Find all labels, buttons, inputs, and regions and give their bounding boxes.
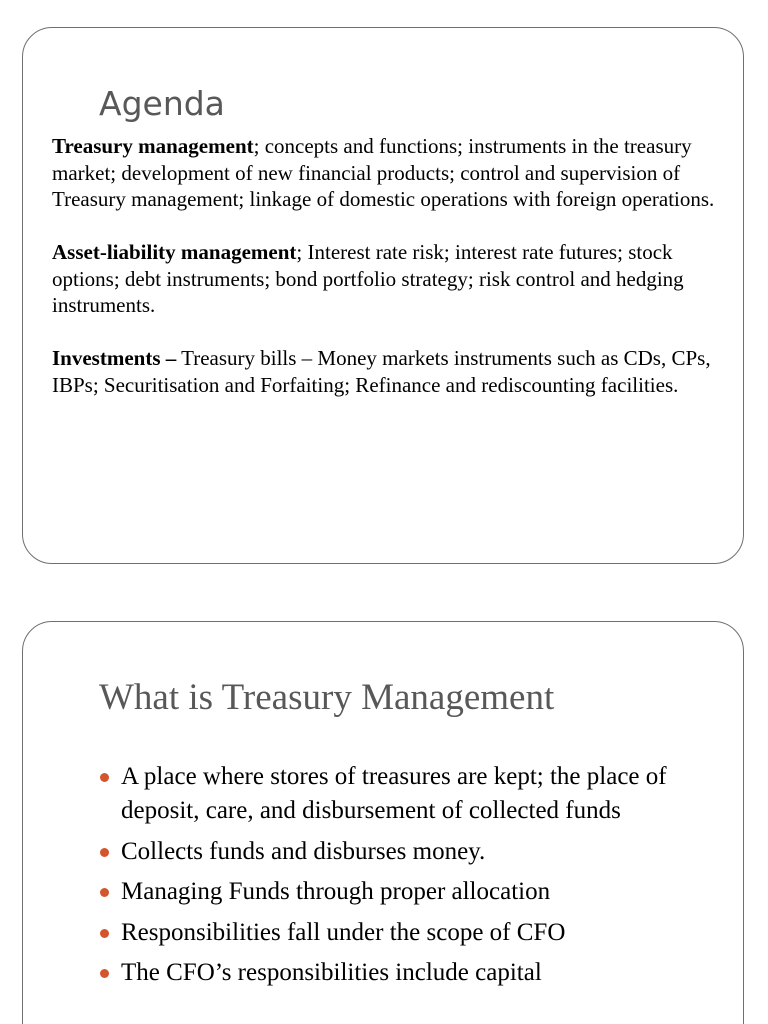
list-item-text: A place where stores of treasures are kept; the place of deposit, care, and disbursement of collected funds <box>121 763 667 824</box>
bullet-dot-icon <box>100 848 109 857</box>
agenda-title: Agenda <box>99 84 225 123</box>
agenda-slide <box>22 27 744 564</box>
treasury-slide <box>22 621 744 1024</box>
agenda-heading-investments: Investments – <box>52 346 177 370</box>
list-item-text: Responsibilities fall under the scope of CFO <box>121 918 566 946</box>
agenda-paragraph-investments <box>52 345 732 398</box>
list-item <box>99 760 699 828</box>
treasury-bullet-list <box>99 760 699 997</box>
bullet-dot-icon <box>100 929 109 938</box>
list-item <box>99 916 699 950</box>
list-item-text: The CFO’s responsibilities include capital <box>121 959 542 986</box>
bullet-dot-icon <box>100 773 109 782</box>
list-item-text: Managing Funds through proper allocation <box>121 878 551 905</box>
agenda-paragraph-treasury <box>52 133 732 213</box>
agenda-text-treasury: ; concepts and functions; instruments in the treasury market; development of new financial products; control and supervision of Treasury management; linkage of domestic operations with foreign operations. <box>52 134 715 211</box>
list-item <box>99 835 699 869</box>
agenda-heading-treasury: Treasury management <box>52 134 254 158</box>
list-item <box>99 875 699 909</box>
bullet-dot-icon <box>100 888 109 897</box>
list-item-text: Collects funds and disburses money. <box>121 837 486 865</box>
treasury-title: What is Treasury Management <box>99 677 555 718</box>
list-item <box>99 956 699 990</box>
agenda-text-alm: ; Interest rate risk; interest rate futures; stock options; debt instruments; bond portfolio strategy; risk control and hedging instruments. <box>52 240 684 317</box>
agenda-text-investments: Treasury bills – Money markets instruments such as CDs, CPs, IBPs; Securitisation and Forfaiting; Refinance and rediscounting facilities. <box>52 346 711 397</box>
agenda-body <box>52 133 732 425</box>
agenda-paragraph-alm <box>52 239 732 319</box>
agenda-heading-alm: Asset-liability management <box>52 240 297 264</box>
bullet-dot-icon <box>100 969 109 978</box>
